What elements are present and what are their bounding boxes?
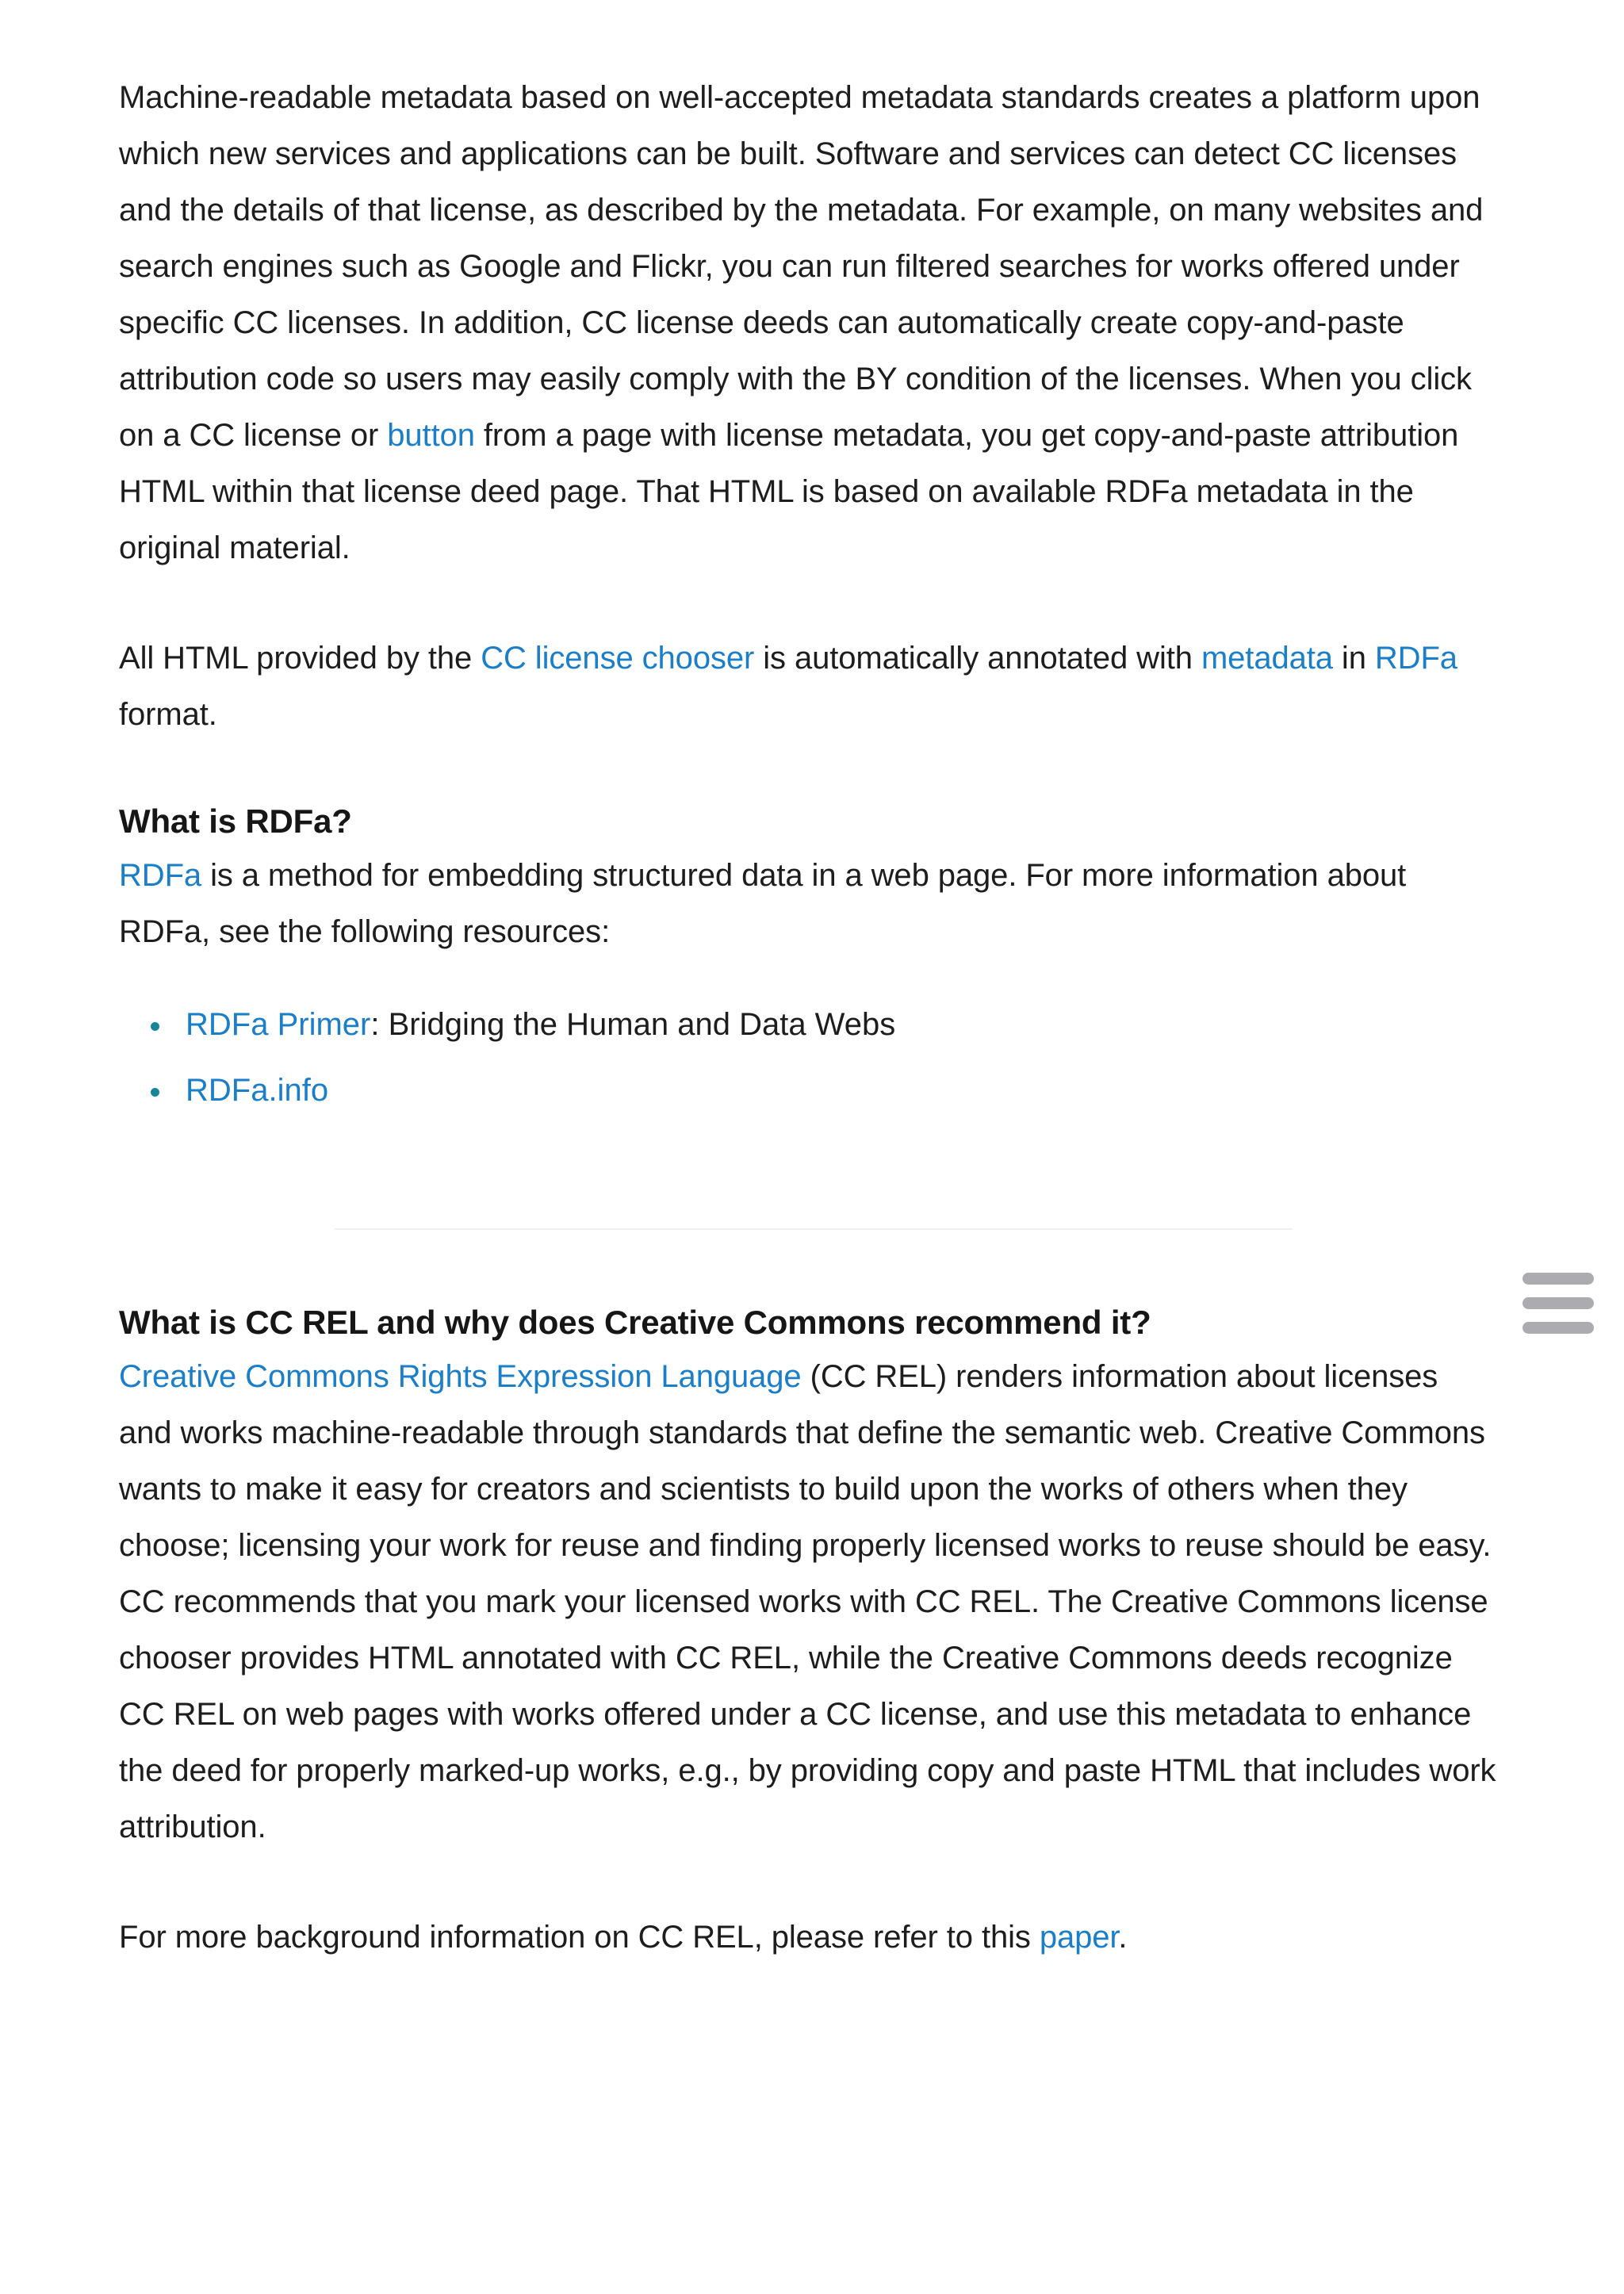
- link-button[interactable]: button: [387, 418, 475, 453]
- background-part-2: .: [1118, 1920, 1128, 1955]
- paragraph-ccrel-body: [119, 1349, 1499, 1855]
- link-rdfa-format[interactable]: RDFa: [1374, 641, 1457, 676]
- hamburger-bar-3: [1522, 1322, 1594, 1334]
- link-paper[interactable]: paper: [1039, 1920, 1119, 1955]
- rdfa-body-part-1: is a method for embedding structured data in a web page. For more information about RDFa, see the following resources:: [119, 858, 1407, 949]
- hamburger-bar-1: [1522, 1273, 1594, 1285]
- all-html-part-1: All HTML provided by the: [119, 641, 481, 676]
- intro-text-part-2: from a page with license metadata, you get copy-and-paste attribution HTML within that license deed page. That HTML is based on available RDFa metadata in the original material.: [119, 418, 1459, 565]
- ccrel-body-part-1: (CC REL) renders information about licenses and works machine-readable through standards that define the semantic web. Creative Commons wants to make it easy for creators and scientists to build upon the works of others when they choose; licensing your work for reuse and finding properly licensed works to reuse should be easy. CC recommends that you mark your licensed works with CC REL. The Creative Commons license chooser provides HTML annotated with CC REL, while the Creative Commons deeds recognize CC REL on web pages with works offered under a CC license, and use this metadata to enhance the deed for properly marked-up works, e.g., by providing copy and paste HTML that includes work attribution.: [119, 1359, 1496, 1844]
- link-metadata[interactable]: metadata: [1201, 641, 1333, 676]
- ccrel-section: [119, 1230, 1499, 1966]
- divider-wrapper: [119, 1128, 1499, 1230]
- link-cc-rel[interactable]: Creative Commons Rights Expression Language: [119, 1359, 802, 1394]
- list-item-text: : Bridging the Human and Data Webs: [370, 1007, 896, 1042]
- rdfa-resource-list: [119, 997, 1499, 1119]
- paragraph-intro: [119, 70, 1499, 576]
- hamburger-bar-2: [1522, 1297, 1594, 1309]
- all-html-part-2: is automatically annotated with: [754, 641, 1201, 676]
- link-rdfa-primer[interactable]: RDFa Primer: [186, 1007, 371, 1042]
- all-html-part-4: format.: [119, 697, 217, 732]
- heading-what-is-cc-rel: What is CC REL and why does Creative Commons recommend it?: [119, 1304, 1151, 1341]
- intro-text-part-1: Machine-readable metadata based on well-accepted metadata standards creates a platform upon which new services and applications can be built. Software and services can detect CC licenses and the details of that license, as described by the metadata. For example, on many websites and search engines such as Google and Flickr, you can run filtered searches for works offered under specific CC licenses. In addition, CC license deeds can automatically create copy-and-paste attribution code so users may easily comply with the BY condition of the licenses. When you click on a CC license or: [119, 80, 1484, 453]
- bullet-dot-icon: [151, 1088, 159, 1097]
- all-html-part-3: in: [1332, 641, 1375, 676]
- link-rdfa[interactable]: RDFa: [119, 858, 202, 893]
- bullet-dot-icon: [151, 1022, 159, 1031]
- paragraph-rdfa-body: [119, 848, 1499, 960]
- hamburger-menu-icon[interactable]: [1518, 1262, 1599, 1343]
- list-item: [151, 1063, 1499, 1119]
- paragraph-background: [119, 1909, 1499, 1966]
- list-item: [151, 997, 1499, 1053]
- link-rdfa-info[interactable]: RDFa.info: [186, 1073, 329, 1108]
- paragraph-all-html: [119, 630, 1499, 743]
- article-content: [119, 70, 1499, 1966]
- link-cc-license-chooser[interactable]: CC license chooser: [481, 641, 755, 676]
- background-part-1: For more background information on CC REL, please refer to this: [119, 1920, 1040, 1955]
- heading-what-is-rdfa: What is RDFa?: [119, 802, 352, 840]
